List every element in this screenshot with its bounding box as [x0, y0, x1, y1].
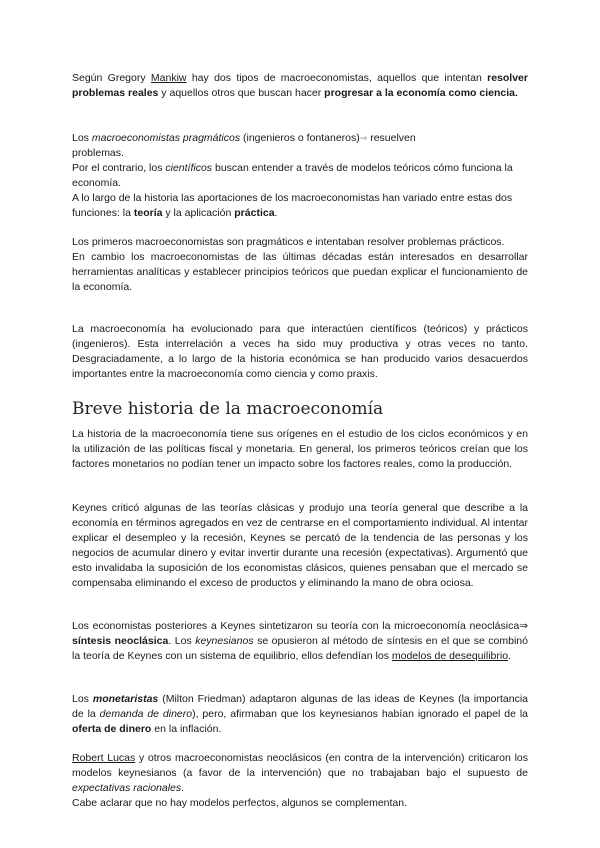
section-heading: Breve historia de la macroeconomía: [72, 399, 384, 419]
lucas-block: [72, 751, 528, 811]
bold-problemas-reales: resolver problemas reales: [72, 72, 528, 99]
text: resuelven: [367, 132, 416, 144]
bold-em-monetaristas: monetaristas: [92, 693, 159, 705]
em-demanda-dinero: demanda de dinero: [99, 708, 193, 720]
intro-text-2: hay dos tipos de macroeconomistas, aquellos que intentan: [186, 72, 488, 84]
closing-line: Cabe aclarar que no hay modelos perfectos, algunos se complementan.: [72, 797, 408, 809]
text: Los: [72, 132, 92, 144]
bold-progresar: progresar a la economía como ciencia.: [324, 87, 518, 99]
neoclassical-paragraph: [72, 619, 528, 664]
recent-macro-line: En cambio los macroeconomistas de las últimas décadas están interesados en desarrollar herramientas analíticas y establecer principios teóricos que puedan explicar el funcionamiento de la economía.: [72, 251, 528, 293]
text: buscan entender a través de modelos teóricos cómo funciona la economía.: [72, 162, 513, 189]
text: ), pero, afirmaban que los keynesianos habían ignorado el papel de la: [192, 708, 529, 720]
em-cientificos: científicos: [165, 162, 213, 174]
bold-oferta-dinero: oferta de dinero: [72, 723, 152, 735]
mankiw-link[interactable]: Mankiw: [150, 72, 187, 84]
pragmatic-first-block: [72, 235, 528, 295]
monetaristas-paragraph: [72, 692, 528, 737]
intro-text: Según Gregory: [72, 72, 151, 84]
bold-teoria: teoría: [133, 207, 163, 219]
text: se opusieron al método de síntesis en el que se combinó la teoría de Keynes con un sistema de equilibrio, ellos defendían los: [72, 635, 528, 662]
intro-text-3: y aquellos otros que buscan hacer: [158, 87, 325, 99]
bold-sintesis: síntesis neoclásica: [72, 635, 169, 647]
text: .: [508, 650, 511, 662]
text: (ingenieros o fontaneros): [240, 132, 360, 144]
text: Por el contrario, los: [72, 162, 166, 174]
text: A lo largo de la historia las aportaciones de los macroeconomistas han variado entre estas dos funciones: la: [72, 192, 513, 219]
pragmatic-scientific-block: [72, 131, 528, 221]
problems-line: problemas.: [72, 147, 124, 159]
em-pragmaticos: macroeconomistas pragmáticos: [91, 132, 241, 144]
bold-practica: práctica: [234, 207, 275, 219]
arrow-icon: ⇒: [519, 620, 528, 632]
scientific-line: [72, 161, 528, 191]
lucas-line: [72, 751, 528, 796]
arrow-icon: ⇒: [359, 133, 368, 143]
text: y otros macroeconomistas neoclásicos (en contra de la intervención) criticaron los modelos keynesianos (a favor de la intervención) que no trabajaban bajo el supuesto de: [72, 752, 528, 779]
text: . Los: [168, 635, 196, 647]
text: (Milton Friedman) adaptaron algunas de las ideas de Keynes (la importancia de la: [72, 693, 528, 720]
history-line: [72, 191, 528, 221]
text: Los: [72, 693, 93, 705]
text: y la aplicación: [162, 207, 235, 219]
text: en la inflación.: [151, 723, 222, 735]
history-paragraph-1: La historia de la macroeconomía tiene sus orígenes en el estudio de los ciclos económicos y en la utilización de las políticas fiscal y monetaria. En general, los primeros teóricos creían que los factores monetarios no podían tener un impacto sobre los factores reales, como la producción.: [72, 428, 528, 470]
text: .: [274, 207, 278, 219]
intro-paragraph: [72, 71, 528, 101]
first-macro-line: Los primeros macroeconomistas son pragmáticos e intentaban resolver problemas prácticos.: [72, 236, 505, 248]
keynes-paragraph: Keynes criticó algunas de las teorías clásicas y produjo una teoría general que describe a la economía en términos agregados en vez de centrarse en el comportamiento individual. Al intentar explicar el desempleo y la recesión, Keynes se percató de la tendencia de las personas y los negocios de acumular dinero y evitar invertir durante una recesión (expectativas). Argumentó que esto invalidaba la suposición de los economistas clásicos, quienes pensaban que el mercado se compensaba eliminando el exceso de productos y eliminando la mano de obra ociosa.: [72, 502, 528, 589]
em-expectativas: expectativas racionales: [72, 782, 182, 794]
text: .: [181, 782, 185, 794]
modelos-desequilibrio-link[interactable]: modelos de desequilibrio: [391, 650, 509, 662]
pragmatic-line: [72, 131, 528, 146]
em-keynesianos: keynesianos: [195, 635, 254, 647]
evolution-paragraph: La macroeconomía ha evolucionado para que interactúen científicos (teóricos) y prácticos (ingenieros). Esta interrelación a veces ha sido muy productiva y otras veces no tanto. Desgraciadamente, a lo largo de la historia económica se han producido varios desacuerdos importantes entre la macroeconomía como ciencia y como praxis.: [72, 323, 528, 380]
text: Los economistas posteriores a Keynes sintetizaron su teoría con la microeconomía neoclásica: [72, 620, 520, 632]
robert-lucas-link[interactable]: Robert Lucas: [72, 752, 136, 764]
